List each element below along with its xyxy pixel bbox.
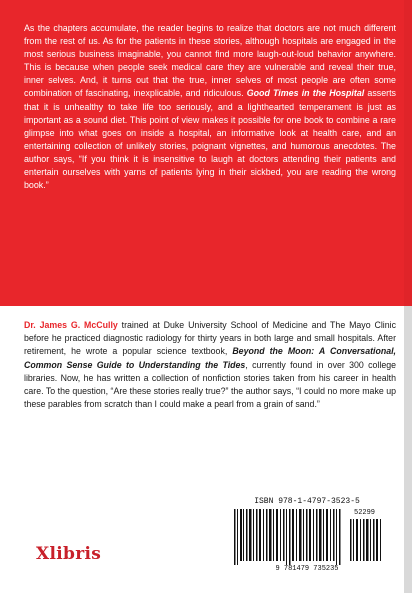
blurb-paragraph [24,22,396,192]
other-book-title: Beyond the Moon: A Conversational, Common Sense Guide to Understanding the Tides [24,346,396,370]
spine-edge-bottom [404,306,412,593]
price-code: 52299 [354,509,376,517]
book-title: Good Times in the Hospital [246,88,365,99]
isbn-barcode-block [228,497,386,577]
isbn-label: ISBN 978-1-4797-3523-5 [254,497,360,506]
bio-paragraph [24,319,396,411]
blurb-text-1: As the chapters accumulate, the reader begins to realize that doctors are not much different from the rest of us. As for the patients in these stories, although hospitals are engaged in the most serious business imaginable, you cannot find more laugh-out-loud behavior anywhere. This is because when people seek medical care they are vulnerable and reveal their true, inner selves. And, it turns out that the true, inner selves of most people are often some combination of fascinating, inexplicable, and ridiculous. [24,23,396,99]
barcode-graphic [228,509,386,565]
blurb-text-2: asserts that it is unhealthy to take life too seriously, and a lighthearted temperament is just as important as a sound diet. This point of view makes it possible for one book to combine a rare glimpse into what goes on inside a hospital, an informative look at health care, and an entertaining collection of unlikely stories, poignant vignettes, and humorous anecdotes. The author says, “If you think it is insensitive to laugh at doctors attending their patients and entertain ourselves with yarns of patients lying in their sickbed, you are reading the wrong book.” [24,88,396,191]
barcode-digits: 9 781479 735235 [275,565,339,573]
author-name: Dr. James G. McCully [24,320,118,330]
publisher-logo: Xlibris [36,544,102,564]
bio-text-1: trained at Duke University School of Medicine and The Mayo Clinic before he practiced diagnostic radiology for thirty years in both large and small hospitals. After retirement, he wrote a popular science textbook, [24,320,396,357]
spine-edge-top [404,0,412,306]
bio-text-2: , currently found in over 300 college libraries. Now, he has written a collection of nonfiction stories taken from his career in health care. To the question, “Are these stories really true?” the author says, “I could no more make up these parables from scratch than I could make a pearl from a grain of sand.” [24,359,396,410]
